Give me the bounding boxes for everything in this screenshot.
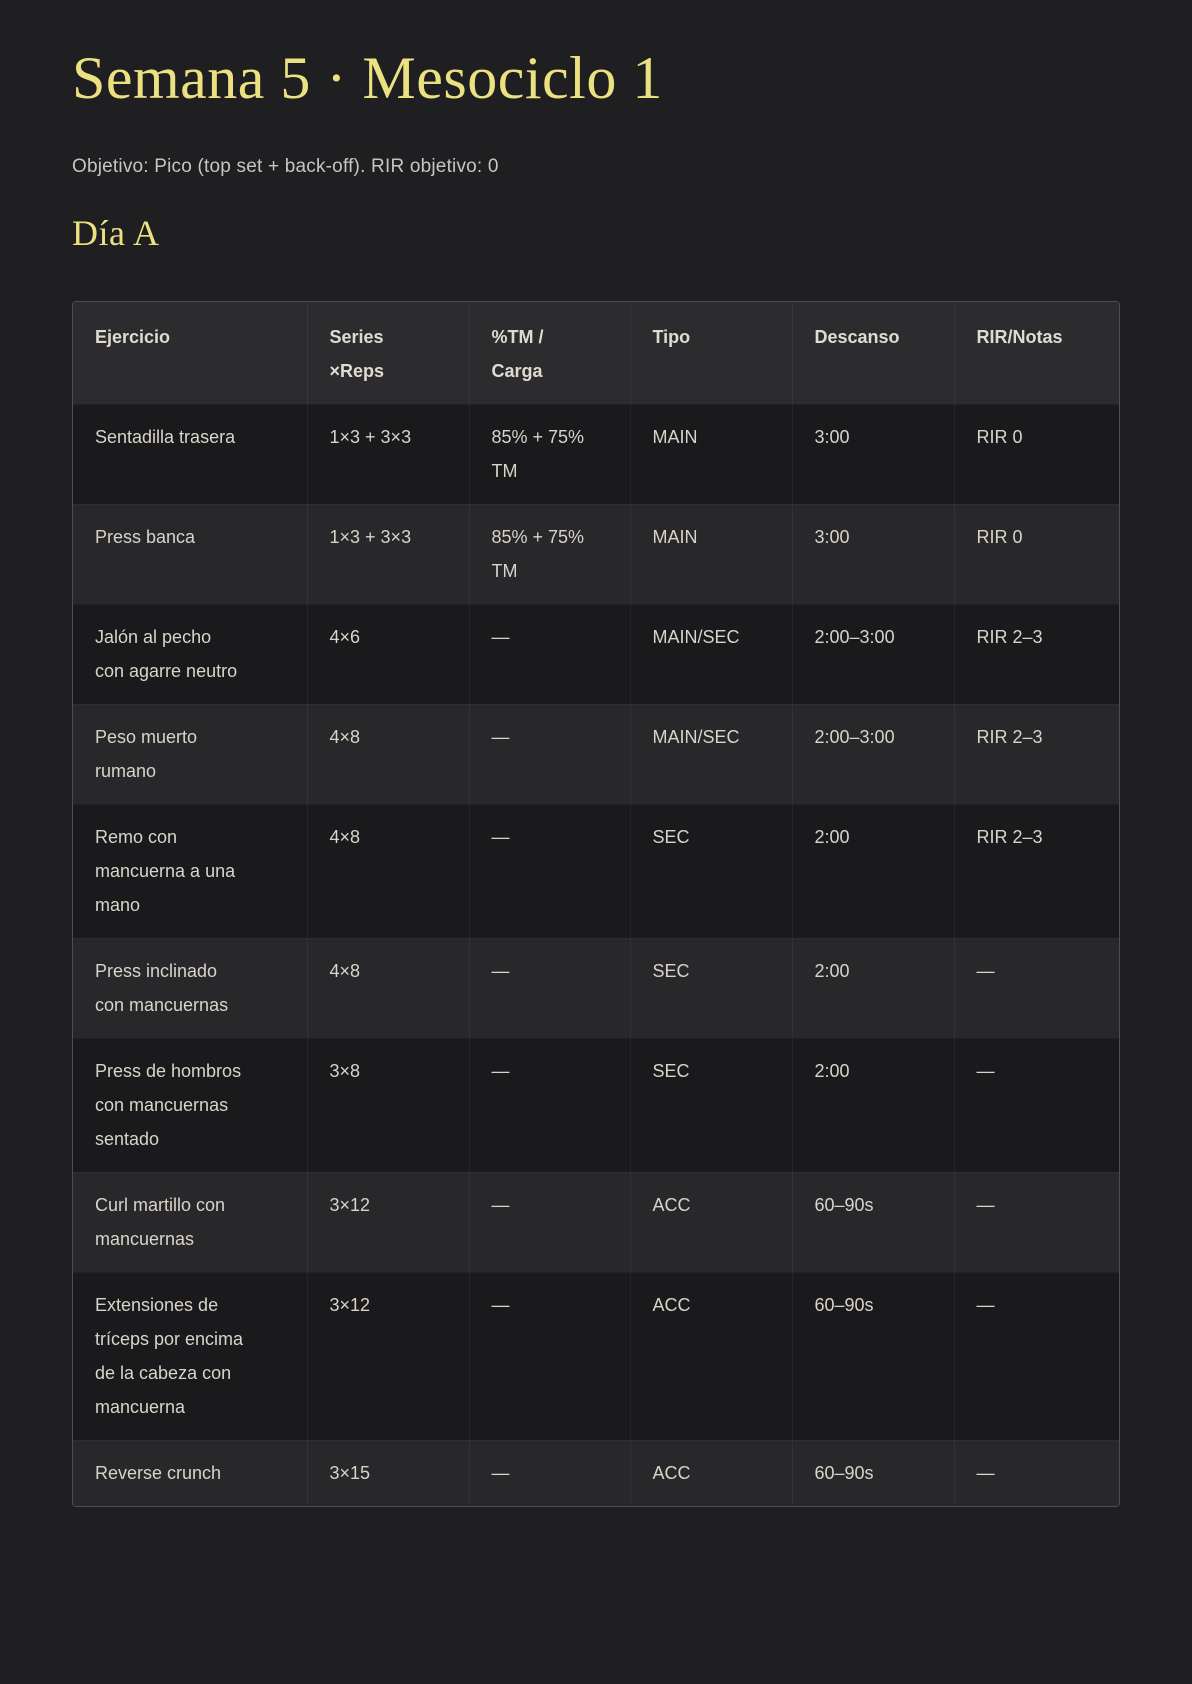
cell-rir-notes: RIR 0 <box>954 404 1119 504</box>
cell-tm-load: — <box>469 604 630 704</box>
cell-rest: 60–90s <box>792 1272 954 1440</box>
cell-exercise: Peso muerto rumano <box>73 704 307 804</box>
table-body <box>73 404 1119 1506</box>
cell-tm-load: — <box>469 1172 630 1272</box>
column-header-series-reps: Series ×Reps <box>307 302 469 405</box>
cell-type: ACC <box>630 1440 792 1506</box>
cell-exercise: Curl martillo con mancuernas <box>73 1172 307 1272</box>
cell-type: ACC <box>630 1272 792 1440</box>
cell-type: ACC <box>630 1172 792 1272</box>
cell-rest: 60–90s <box>792 1172 954 1272</box>
cell-type: SEC <box>630 1038 792 1172</box>
cell-series-reps: 3×8 <box>307 1038 469 1172</box>
cell-type: MAIN <box>630 504 792 604</box>
cell-exercise: Reverse crunch <box>73 1440 307 1506</box>
table-row <box>73 404 1119 504</box>
table-row <box>73 1272 1119 1440</box>
cell-rir-notes: — <box>954 938 1119 1038</box>
table-header-row <box>73 302 1119 405</box>
cell-series-reps: 3×12 <box>307 1272 469 1440</box>
table-row <box>73 604 1119 704</box>
cell-exercise: Extensiones de tríceps por encima de la cabeza con mancuerna <box>73 1272 307 1440</box>
cell-rir-notes: RIR 2–3 <box>954 804 1119 938</box>
cell-rest: 2:00 <box>792 804 954 938</box>
cell-type: MAIN/SEC <box>630 704 792 804</box>
table-row <box>73 704 1119 804</box>
cell-rir-notes: — <box>954 1440 1119 1506</box>
cell-exercise: Remo con mancuerna a una mano <box>73 804 307 938</box>
table-row <box>73 938 1119 1038</box>
table-row <box>73 504 1119 604</box>
cell-type: MAIN/SEC <box>630 604 792 704</box>
cell-rir-notes: RIR 2–3 <box>954 704 1119 804</box>
column-header-tm-load: %TM / Carga <box>469 302 630 405</box>
cell-exercise: Sentadilla trasera <box>73 404 307 504</box>
cell-rest: 3:00 <box>792 404 954 504</box>
cell-tm-load: — <box>469 704 630 804</box>
cell-tm-load: — <box>469 1038 630 1172</box>
cell-tm-load: — <box>469 1440 630 1506</box>
cell-series-reps: 1×3 + 3×3 <box>307 504 469 604</box>
cell-exercise: Jalón al pecho con agarre neutro <box>73 604 307 704</box>
cell-tm-load: — <box>469 804 630 938</box>
cell-series-reps: 1×3 + 3×3 <box>307 404 469 504</box>
table-row <box>73 804 1119 938</box>
cell-tm-load: — <box>469 938 630 1038</box>
cell-rest: 60–90s <box>792 1440 954 1506</box>
table-row <box>73 1172 1119 1272</box>
cell-exercise: Press banca <box>73 504 307 604</box>
page-title: Semana 5 · Mesociclo 1 <box>72 45 663 111</box>
cell-series-reps: 4×8 <box>307 938 469 1038</box>
cell-rir-notes: — <box>954 1272 1119 1440</box>
table-row <box>73 1038 1119 1172</box>
cell-exercise: Press de hombros con mancuernas sentado <box>73 1038 307 1172</box>
cell-rir-notes: — <box>954 1038 1119 1172</box>
cell-series-reps: 3×12 <box>307 1172 469 1272</box>
cell-type: SEC <box>630 804 792 938</box>
cell-rest: 2:00–3:00 <box>792 604 954 704</box>
cell-rest: 2:00 <box>792 938 954 1038</box>
cell-tm-load: 85% + 75% TM <box>469 404 630 504</box>
cell-rir-notes: RIR 2–3 <box>954 604 1119 704</box>
day-heading: Día A <box>72 212 160 253</box>
cell-series-reps: 4×8 <box>307 804 469 938</box>
objective-text: Objetivo: Pico (top set + back-off). RIR objetivo: 0 <box>72 156 499 177</box>
cell-exercise: Press inclinado con mancuernas <box>73 938 307 1038</box>
cell-rest: 2:00–3:00 <box>792 704 954 804</box>
cell-rir-notes: — <box>954 1172 1119 1272</box>
cell-type: MAIN <box>630 404 792 504</box>
workout-table-container <box>72 301 1120 1507</box>
cell-rest: 3:00 <box>792 504 954 604</box>
table-row <box>73 1440 1119 1506</box>
cell-tm-load: 85% + 75% TM <box>469 504 630 604</box>
cell-rest: 2:00 <box>792 1038 954 1172</box>
column-header-type: Tipo <box>630 302 792 405</box>
cell-tm-load: — <box>469 1272 630 1440</box>
column-header-rest: Descanso <box>792 302 954 405</box>
cell-type: SEC <box>630 938 792 1038</box>
table-head <box>73 302 1119 405</box>
workout-table <box>73 302 1119 1506</box>
column-header-exercise: Ejercicio <box>73 302 307 405</box>
cell-series-reps: 4×6 <box>307 604 469 704</box>
cell-series-reps: 3×15 <box>307 1440 469 1506</box>
cell-rir-notes: RIR 0 <box>954 504 1119 604</box>
column-header-rir-notes: RIR/Notas <box>954 302 1119 405</box>
cell-series-reps: 4×8 <box>307 704 469 804</box>
